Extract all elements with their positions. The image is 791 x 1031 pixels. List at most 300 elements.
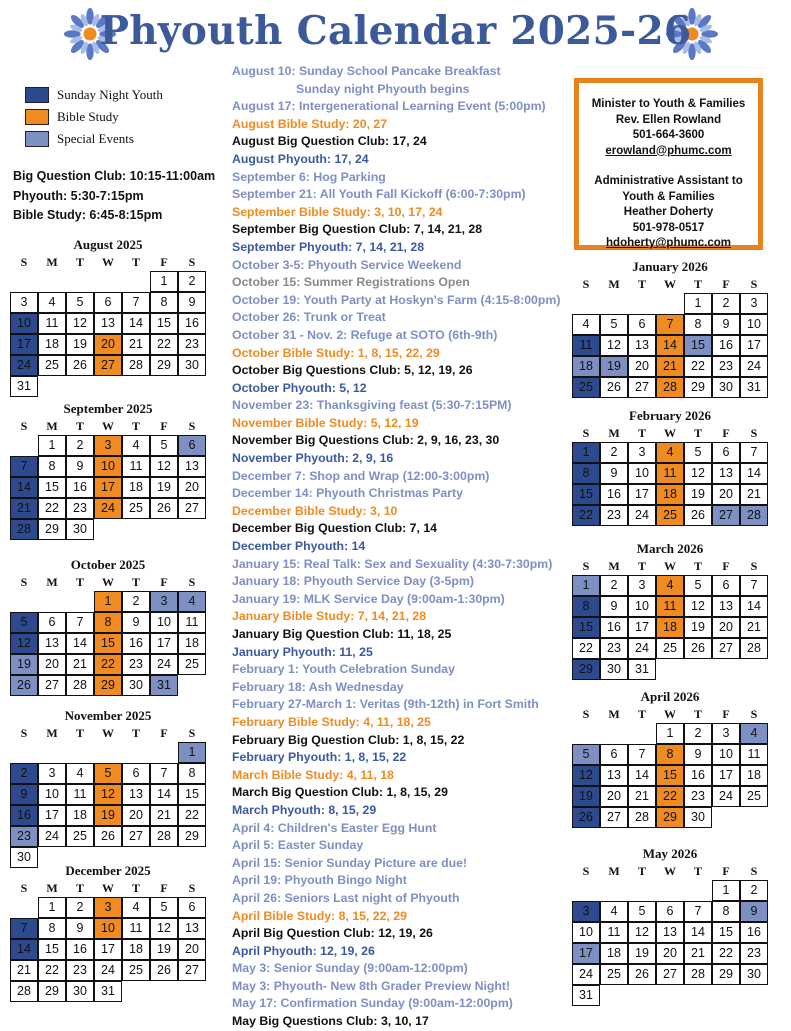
day-cell: 19 (94, 805, 122, 826)
empty-day (600, 880, 628, 901)
day-cell: 2 (600, 442, 628, 463)
weekday-label: S (582, 559, 590, 573)
assistant-phone: 501-978-0517 (632, 221, 705, 234)
day-cell: 22 (712, 943, 740, 964)
day-cell: 30 (712, 377, 740, 398)
day-cell: 15 (712, 922, 740, 943)
day-cell: 20 (94, 334, 122, 355)
day-cell: 12 (10, 633, 38, 654)
weekday-header (10, 254, 206, 271)
day-cell: 19 (150, 939, 178, 960)
day-cell: 27 (656, 964, 684, 985)
weekday-label: W (664, 707, 676, 721)
weekday-label: T (75, 419, 84, 433)
day-cell: 4 (740, 723, 768, 744)
day-cell: 8 (684, 314, 712, 335)
event-item: November Big Questions Club: 2, 9, 16, 23, 30 (232, 433, 500, 448)
weekday-label: W (102, 255, 114, 269)
day-cell: 5 (150, 435, 178, 456)
day-cell: 2 (684, 723, 712, 744)
day-cell: 27 (600, 807, 628, 828)
empty-day (66, 271, 94, 292)
day-cell: 11 (178, 612, 206, 633)
day-cell: 19 (10, 654, 38, 675)
day-cell: 21 (684, 943, 712, 964)
day-cell: 5 (572, 744, 600, 765)
day-cell: 6 (178, 435, 206, 456)
calendar-month-title: August 2025 (73, 237, 143, 252)
weekday-header (572, 425, 768, 442)
calendar-may-2026 (572, 845, 768, 1006)
weekday-label: T (637, 426, 646, 440)
day-cell: 14 (740, 596, 768, 617)
weekday-label: T (75, 726, 84, 740)
day-cell: 13 (38, 633, 66, 654)
day-cell: 11 (656, 596, 684, 617)
day-cell: 19 (572, 786, 600, 807)
day-cell: 10 (712, 744, 740, 765)
weekday-label: M (46, 419, 58, 433)
event-item: May 3: Senior Sunday (9:00am-12:00pm) (232, 961, 468, 976)
calendar-month-title: November 2025 (64, 708, 152, 723)
day-cell: 5 (66, 292, 94, 313)
calendar-grid (10, 591, 206, 696)
day-cell: 20 (712, 484, 740, 505)
empty-day (572, 880, 600, 901)
weekday-label: M (608, 277, 620, 291)
event-item: April 19: Phyouth Bingo Night (232, 873, 407, 888)
day-cell: 10 (94, 918, 122, 939)
time-bible-study: Bible Study: 6:45-8:15pm (13, 208, 163, 222)
day-cell: 30 (66, 981, 94, 1002)
weekday-label: W (664, 277, 676, 291)
day-cell: 27 (628, 377, 656, 398)
empty-day (122, 742, 150, 763)
event-item: October 3-5: Phyouth Service Weekend (232, 257, 462, 272)
weekday-label: F (722, 559, 730, 573)
weekday-label: S (582, 864, 590, 878)
day-cell: 4 (122, 897, 150, 918)
day-cell: 5 (628, 901, 656, 922)
empty-day (600, 723, 628, 744)
day-cell: 24 (740, 356, 768, 377)
day-cell: 1 (38, 897, 66, 918)
day-cell: 20 (656, 943, 684, 964)
day-cell: 13 (712, 596, 740, 617)
event-item: April 15: Senior Sunday Picture are due! (232, 855, 468, 870)
weekday-header (10, 880, 206, 897)
event-item: October 31 - Nov. 2: Refuge at SOTO (6th-9th) (232, 327, 498, 342)
calendar-month-title: March 2026 (636, 541, 704, 556)
day-cell: 5 (684, 575, 712, 596)
day-cell: 18 (178, 633, 206, 654)
minister-email-link[interactable]: erowland@phumc.com (605, 144, 732, 157)
day-cell: 23 (600, 505, 628, 526)
day-cell: 1 (178, 742, 206, 763)
day-cell: 6 (122, 763, 150, 784)
day-cell: 4 (656, 442, 684, 463)
weekday-label: S (188, 255, 196, 269)
day-cell: 5 (10, 612, 38, 633)
day-cell: 30 (600, 659, 628, 680)
calendar-month-title: December 2025 (65, 863, 151, 878)
day-cell: 3 (94, 897, 122, 918)
day-cell: 13 (94, 313, 122, 334)
day-cell: 26 (10, 675, 38, 696)
day-cell: 7 (740, 575, 768, 596)
day-cell: 24 (38, 826, 66, 847)
weekday-header (572, 863, 768, 880)
calendar-dec-2025 (10, 862, 206, 1002)
day-cell: 12 (94, 784, 122, 805)
legend-item-special-events (25, 128, 163, 150)
empty-day (94, 271, 122, 292)
day-cell: 11 (122, 918, 150, 939)
day-cell: 6 (712, 442, 740, 463)
day-cell: 20 (178, 477, 206, 498)
day-cell: 22 (150, 334, 178, 355)
day-cell: 18 (122, 477, 150, 498)
event-list (232, 63, 572, 1031)
legend (25, 84, 163, 150)
day-cell: 30 (178, 355, 206, 376)
event-item: October 19: Youth Party at Hoskyn's Farm (4:15-8:00pm) (232, 292, 561, 307)
day-cell: 20 (178, 939, 206, 960)
day-cell: 28 (684, 964, 712, 985)
day-cell: 12 (150, 918, 178, 939)
day-cell: 29 (572, 659, 600, 680)
day-cell: 1 (572, 442, 600, 463)
event-item: December 14: Phyouth Christmas Party (232, 486, 463, 501)
day-cell: 2 (122, 591, 150, 612)
day-cell: 21 (740, 617, 768, 638)
day-cell: 18 (66, 805, 94, 826)
day-cell: 11 (38, 313, 66, 334)
day-cell: 16 (178, 313, 206, 334)
weekday-label: F (160, 575, 168, 589)
day-cell: 23 (10, 826, 38, 847)
day-cell: 24 (628, 505, 656, 526)
day-cell: 30 (684, 807, 712, 828)
day-cell: 13 (712, 463, 740, 484)
time-big-question-club: Big Question Club: 10:15-11:00am (13, 169, 216, 183)
day-cell: 18 (38, 334, 66, 355)
event-item: August 17: Intergenerational Learning Event (5:00pm) (232, 99, 546, 114)
day-cell: 22 (656, 786, 684, 807)
event-item: September Phyouth: 7, 14, 21, 28 (232, 239, 425, 254)
calendar-month-title: April 2026 (640, 689, 700, 704)
day-cell: 2 (10, 763, 38, 784)
weekday-label: S (188, 881, 196, 895)
day-cell: 28 (740, 505, 768, 526)
event-item: March Phyouth: 8, 15, 29 (232, 802, 377, 817)
day-cell: 14 (684, 922, 712, 943)
weekday-label: S (20, 255, 28, 269)
day-cell: 4 (178, 591, 206, 612)
event-item: December Bible Study: 3, 10 (232, 503, 398, 518)
day-cell: 1 (572, 575, 600, 596)
day-cell: 3 (628, 442, 656, 463)
day-cell: 21 (628, 786, 656, 807)
event-item: March Big Question Club: 1, 8, 15, 29 (232, 785, 448, 800)
day-cell: 29 (38, 981, 66, 1002)
day-cell: 17 (10, 334, 38, 355)
day-cell: 22 (178, 805, 206, 826)
day-cell: 7 (656, 314, 684, 335)
weekday-label: W (102, 419, 114, 433)
day-cell: 14 (122, 313, 150, 334)
day-cell: 12 (600, 335, 628, 356)
calendar-oct-2025 (10, 556, 206, 696)
weekday-label: T (75, 575, 84, 589)
weekday-label: S (188, 726, 196, 740)
weekday-label: M (608, 864, 620, 878)
day-cell: 24 (628, 638, 656, 659)
weekday-label: F (160, 881, 168, 895)
calendar-aug-2025 (10, 236, 206, 397)
event-item: February Big Question Club: 1, 8, 15, 22 (232, 732, 465, 747)
day-cell: 18 (740, 765, 768, 786)
legend-label: Bible Study (57, 109, 119, 124)
assistant-title-2: Youth & Families (622, 190, 715, 203)
day-cell: 14 (740, 463, 768, 484)
day-cell: 21 (656, 356, 684, 377)
weekday-label: T (131, 255, 140, 269)
weekday-label: S (582, 426, 590, 440)
day-cell: 20 (38, 654, 66, 675)
empty-day (628, 293, 656, 314)
calendar-month-title: September 2025 (63, 401, 153, 416)
calendar-nov-2025 (10, 707, 206, 868)
day-cell: 24 (94, 498, 122, 519)
day-cell: 8 (94, 612, 122, 633)
weekday-label: S (20, 419, 28, 433)
assistant-name: Heather Doherty (623, 206, 714, 218)
day-cell: 23 (600, 638, 628, 659)
day-cell: 1 (150, 271, 178, 292)
day-cell: 19 (684, 617, 712, 638)
day-cell: 1 (38, 435, 66, 456)
day-cell: 15 (94, 633, 122, 654)
day-cell: 24 (94, 960, 122, 981)
event-item: February 18: Ash Wednesday (232, 679, 404, 694)
weekday-label: M (46, 575, 58, 589)
day-cell: 27 (38, 675, 66, 696)
day-cell: 15 (572, 617, 600, 638)
legend-swatch-orange (25, 109, 49, 125)
empty-day (150, 742, 178, 763)
day-cell: 3 (712, 723, 740, 744)
day-cell: 9 (684, 744, 712, 765)
event-item: September 6: Hog Parking (232, 169, 386, 184)
empty-day (684, 880, 712, 901)
day-cell: 7 (10, 456, 38, 477)
day-cell: 4 (38, 292, 66, 313)
empty-day (10, 742, 38, 763)
empty-day (94, 742, 122, 763)
day-cell: 24 (10, 355, 38, 376)
weekday-label: T (75, 255, 84, 269)
day-cell: 13 (178, 456, 206, 477)
day-cell: 1 (684, 293, 712, 314)
day-cell: 16 (600, 484, 628, 505)
day-cell: 23 (66, 498, 94, 519)
day-cell: 25 (122, 960, 150, 981)
empty-day (572, 723, 600, 744)
event-item: May 3: Phyouth- New 8th Grader Preview Night! (232, 978, 511, 993)
calendar-grid (10, 435, 206, 540)
event-item: February Phyouth: 1, 8, 15, 22 (232, 750, 407, 765)
day-cell: 25 (656, 505, 684, 526)
day-cell: 3 (572, 901, 600, 922)
day-cell: 31 (10, 376, 38, 397)
day-cell: 15 (684, 335, 712, 356)
day-cell: 18 (656, 617, 684, 638)
event-item: April 4: Children's Easter Egg Hunt (232, 820, 437, 835)
calendar-mar-2026 (572, 540, 768, 680)
day-cell: 16 (740, 922, 768, 943)
weekday-label: M (46, 881, 58, 895)
day-cell: 20 (600, 786, 628, 807)
calendar-month-title: January 2026 (632, 259, 708, 274)
event-item: February Bible Study: 4, 11, 18, 25 (232, 714, 431, 729)
empty-day (656, 293, 684, 314)
day-cell: 17 (628, 617, 656, 638)
weekday-label: F (722, 277, 730, 291)
day-cell: 8 (38, 456, 66, 477)
day-cell: 21 (150, 805, 178, 826)
day-cell: 19 (600, 356, 628, 377)
day-cell: 6 (656, 901, 684, 922)
day-cell: 18 (600, 943, 628, 964)
day-cell: 14 (656, 335, 684, 356)
day-cell: 26 (66, 355, 94, 376)
empty-day (628, 880, 656, 901)
day-cell: 5 (684, 442, 712, 463)
day-cell: 27 (94, 355, 122, 376)
event-item: August Phyouth: 17, 24 (232, 151, 369, 166)
day-cell: 29 (712, 964, 740, 985)
event-item: October Bible Study: 1, 8, 15, 22, 29 (232, 345, 440, 360)
day-cell: 11 (600, 922, 628, 943)
event-item: October 26: Trunk or Treat (232, 310, 386, 325)
weekday-label: S (188, 419, 196, 433)
day-cell: 10 (628, 596, 656, 617)
weekday-label: S (750, 559, 758, 573)
day-cell: 9 (600, 463, 628, 484)
day-cell: 23 (684, 786, 712, 807)
day-cell: 28 (10, 981, 38, 1002)
day-cell: 4 (600, 901, 628, 922)
day-cell: 10 (10, 313, 38, 334)
day-cell: 28 (10, 519, 38, 540)
weekday-label: S (582, 707, 590, 721)
day-cell: 16 (66, 939, 94, 960)
day-cell: 11 (656, 463, 684, 484)
day-cell: 16 (684, 765, 712, 786)
day-cell: 3 (740, 293, 768, 314)
day-cell: 16 (10, 805, 38, 826)
day-cell: 29 (94, 675, 122, 696)
day-cell: 25 (178, 654, 206, 675)
event-item: April Bible Study: 8, 15, 22, 29 (232, 908, 407, 923)
event-item: September Bible Study: 3, 10, 17, 24 (232, 204, 443, 219)
calendar-grid (10, 742, 206, 868)
weekday-label: F (160, 726, 168, 740)
event-item: November 23: Thanksgiving feast (5:30-7:15PM) (232, 398, 512, 413)
legend-swatch-light (25, 131, 49, 147)
day-cell: 14 (10, 939, 38, 960)
day-cell: 21 (122, 334, 150, 355)
event-item: September Big Question Club: 7, 14, 21, 28 (232, 222, 483, 237)
day-cell: 22 (684, 356, 712, 377)
day-cell: 9 (10, 784, 38, 805)
day-cell: 12 (572, 765, 600, 786)
day-cell: 10 (740, 314, 768, 335)
day-cell: 26 (628, 964, 656, 985)
day-cell: 28 (66, 675, 94, 696)
minister-name: Rev. Ellen Rowland (615, 113, 722, 126)
calendar-month-title: February 2026 (629, 408, 711, 423)
day-cell: 23 (712, 356, 740, 377)
weekday-label: S (750, 707, 758, 721)
empty-day (628, 723, 656, 744)
calendar-apr-2026 (572, 688, 768, 828)
day-cell: 21 (66, 654, 94, 675)
day-cell: 27 (178, 498, 206, 519)
event-item: August Big Question Club: 17, 24 (232, 134, 427, 149)
weekday-label: T (637, 559, 646, 573)
day-cell: 19 (66, 334, 94, 355)
day-cell: 23 (740, 943, 768, 964)
empty-day (38, 742, 66, 763)
weekday-label: S (20, 726, 28, 740)
weekday-header (572, 276, 768, 293)
weekday-header (10, 418, 206, 435)
day-cell: 12 (684, 463, 712, 484)
event-item: August 10: Sunday School Pancake Breakfast (232, 64, 501, 78)
day-cell: 8 (656, 744, 684, 765)
assistant-title: Administrative Assistant to (594, 175, 743, 187)
empty-day (38, 271, 66, 292)
page-title: Phyouth Calendar 2025-26 (99, 8, 692, 54)
contact-box (574, 78, 763, 250)
day-cell: 19 (150, 477, 178, 498)
day-cell: 4 (572, 314, 600, 335)
empty-day (572, 293, 600, 314)
weekday-label: T (131, 881, 140, 895)
day-cell: 29 (150, 355, 178, 376)
day-cell: 9 (66, 456, 94, 477)
day-cell: 14 (66, 633, 94, 654)
day-cell: 30 (740, 964, 768, 985)
day-cell: 2 (66, 897, 94, 918)
day-cell: 22 (94, 654, 122, 675)
weekday-label: T (637, 864, 646, 878)
day-cell: 25 (600, 964, 628, 985)
day-cell: 27 (122, 826, 150, 847)
day-cell: 9 (178, 292, 206, 313)
weekday-label: M (608, 707, 620, 721)
weekday-label: W (664, 864, 676, 878)
day-cell: 13 (628, 335, 656, 356)
weekday-label: T (131, 575, 140, 589)
assistant-email-link[interactable]: hdoherty@phumc.com (606, 237, 731, 249)
day-cell: 30 (66, 519, 94, 540)
day-cell: 26 (150, 498, 178, 519)
day-cell: 17 (740, 335, 768, 356)
day-cell: 26 (684, 505, 712, 526)
